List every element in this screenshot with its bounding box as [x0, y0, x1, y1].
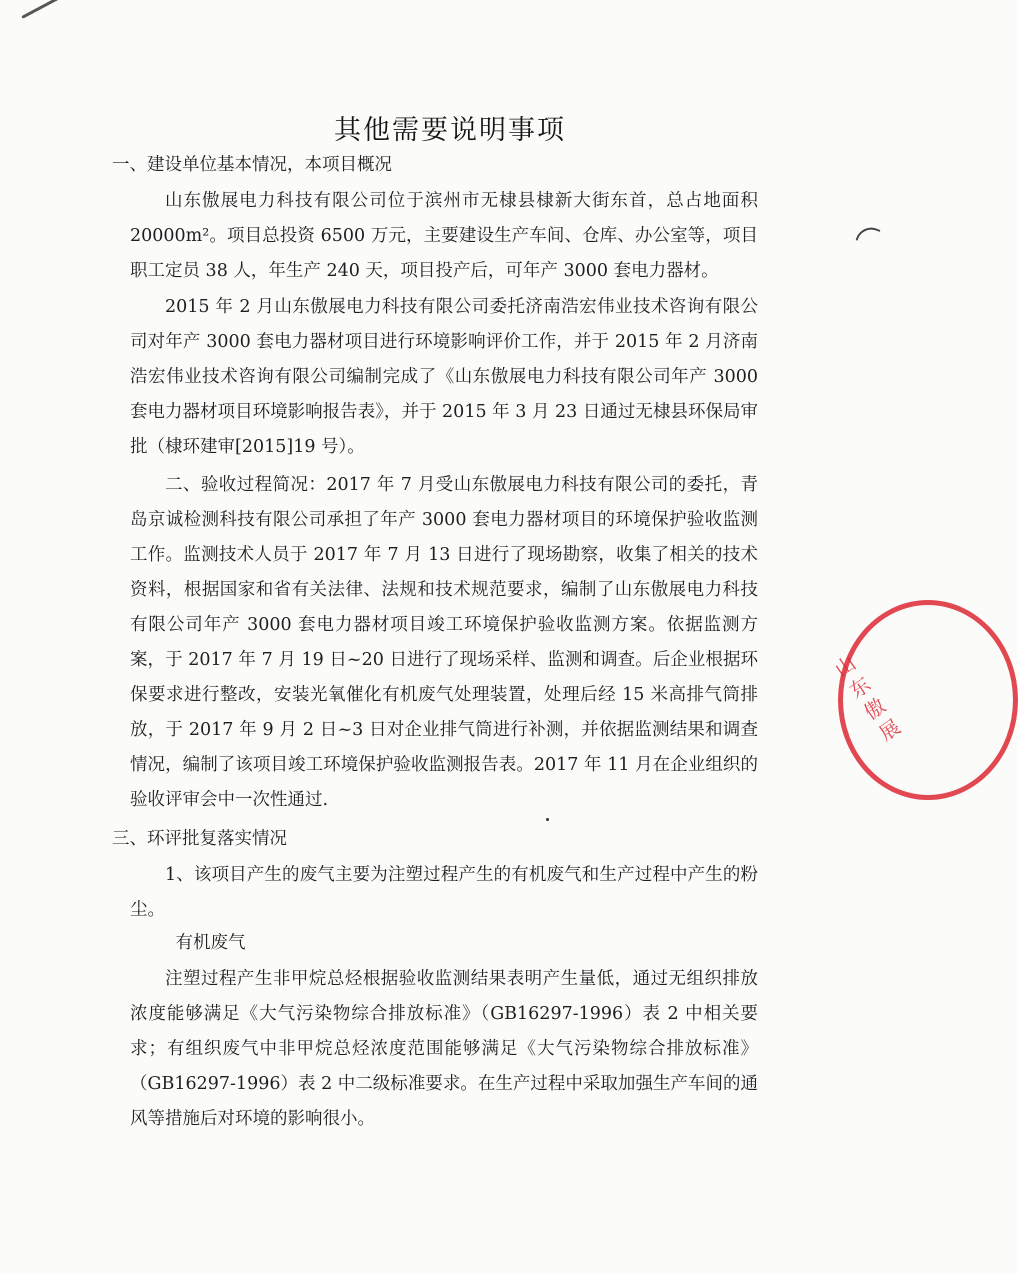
- section-1-heading: 一、建设单位基本情况，本项目概况: [112, 155, 392, 175]
- seal-text: 山东傲展: [829, 650, 905, 746]
- margin-mark: [856, 223, 881, 247]
- paragraph-emissions-summary: 1、该项目产生的废气主要为注塑过程产生的有机废气和生产过程中产生的粉尘。: [130, 865, 758, 920]
- paragraph-eia-history: 2015 年 2 月山东傲展电力科技有限公司委托济南浩宏伟业技术咨询有限公司对年产 3000 套电力器材项目进行环境影响评价工作，并于 2015 年 2 月济南浩宏伟业技术咨询有限公司编制完成了《山东傲展电力科技有限公司年产 3000 套电力器材项目环境影响报告表》，并于 2015 年 3 月 23 日通过无棣县环保局审批（棣环建审[2015]19 号）。: [130, 297, 758, 457]
- pen-stroke-mark: [21, 0, 74, 19]
- paragraph-organic-gas-detail: 注塑过程产生非甲烷总烃根据验收监测结果表明产生量低，通过无组织排放浓度能够满足《大气污染物综合排放标准》（GB16297-1996）表 2 中相关要求；有组织废气中非甲烷总烃浓度范围能够满足《大气污染物综合排放标准》（GB16297-1996）表 2 中二级标准要求。在生产过程中采取加强生产车间的通风等措施后对环境的影响很小。: [130, 969, 758, 1129]
- scan-dot: [546, 818, 549, 821]
- page-title: 其他需要说明事项: [334, 115, 566, 146]
- subheading-organic-gas: 有机废气: [175, 933, 246, 953]
- section-3-heading: 三、环评批复落实情况: [112, 829, 287, 849]
- red-seal-stamp: [829, 600, 1018, 800]
- paragraph-acceptance-process: 二、验收过程简况：2017 年 7 月受山东傲展电力科技有限公司的委托，青岛京诚检测科技有限公司承担了年产 3000 套电力器材项目的环境保护验收监测工作。监测技术人员于 2017 年 7 月 13 日进行了现场勘察，收集了相关的技术资料，根据国家和省有关法律、法规和技术规范要求，编制了山东傲展电力科技有限公司年产 3000 套电力器材项目竣工环境保护验收监测方案。依据监测方案，于 2017 年 7 月 19 日~20 日进行了现场采样、监测和调查。后企业根据环保要求进行整改，安装光氧催化有机废气处理装置，处理后经 15 米高排气筒排放，于 2017 年 9 月 2 日~3 日对企业排气筒进行补测，并依据监测结果和调查情况，编制了该项目竣工环境保护验收监测报告表。2017 年 11 月在企业组织的验收评审会中一次性通过.: [130, 475, 758, 810]
- paragraph-project-overview: 山东傲展电力科技有限公司位于滨州市无棣县棣新大街东首，总占地面积20000m²。项目总投资 6500 万元，主要建设生产车间、仓库、办公室等，项目职工定员 38 人，年生产 240 天，项目投产后，可年产 3000 套电力器材。: [130, 191, 758, 281]
